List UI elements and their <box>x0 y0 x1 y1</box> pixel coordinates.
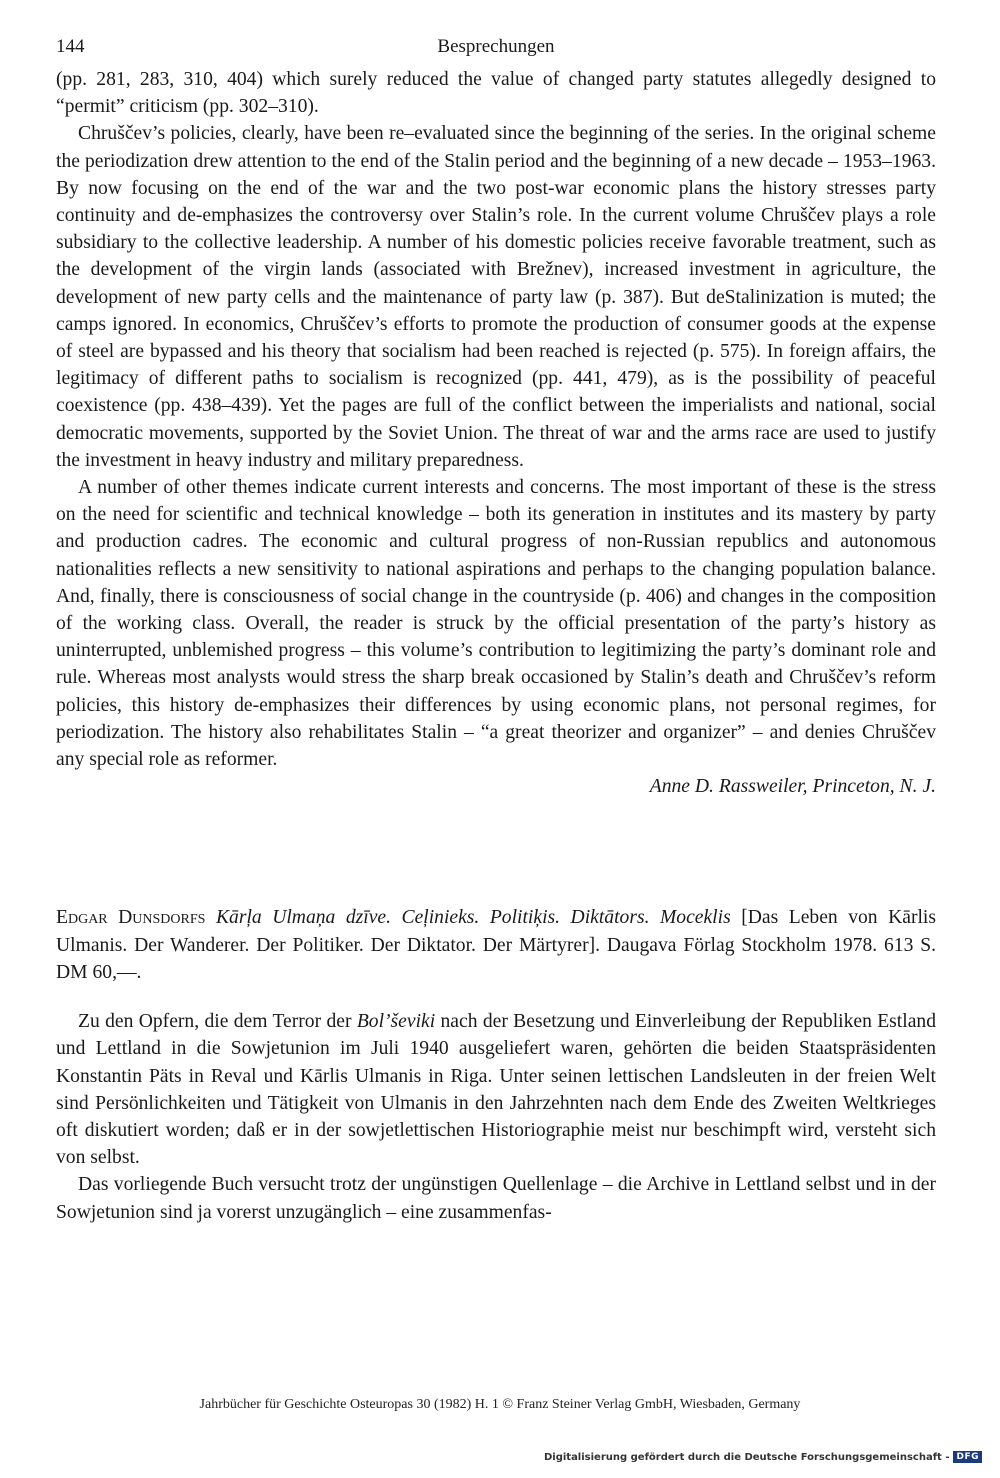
bibliographic-entry <box>56 904 936 986</box>
funding-notice <box>544 1451 982 1463</box>
review-1 <box>56 66 936 773</box>
review-1-paragraph: A number of other themes indicate current interests and concerns. The most important of these is the stress on the need for scientific and technical knowledge – both its generation in institutes and its mastery by party and production cadres. The economic and cultural progress of non-Russian republics and autonomous nationalities reflects a new sensitivity to national aspirations and perhaps to the changing population balance. And, finally, there is consciousness of social change in the countryside (p. 406) and changes in the composition of the working class. Overall, the reader is struck by the official presentation of the party’s history as uninterrupted, unblemished progress – this volume’s contribution to legitimizing the party’s dominant role and rule. Whereas most analysts would stress the sharp break occasioned by Stalin’s death and Chruščev’s reform policies, this history de-emphasizes their differences by using economic plans, not personal regimes, for periodization. The history also rehabilitates Stalin – “a great theorizer and organizer” – and denies Chruščev any special role as reformer. <box>56 477 936 771</box>
section-divider-space <box>56 800 936 904</box>
text-run: Zu den Opfern, die dem Terror der <box>78 1011 352 1033</box>
book-details: [Das Leben von Kārlis Ulmanis. Der Wanderer. Der Politiker. Der Diktator. Der Märtyrer]. Daugava Förlag Stockholm 1978. 613 S. DM 60,—. <box>56 907 936 983</box>
review-2-paragraph <box>56 1008 936 1171</box>
reviewer-signature: Anne D. Rassweiler, Princeton, N. J. <box>649 776 936 798</box>
review-2 <box>56 904 936 1225</box>
dfg-logo-icon: DFG <box>953 1451 982 1463</box>
book-author: Edgar Dunsdorfs <box>56 907 206 929</box>
page <box>56 36 936 1226</box>
page-header <box>56 36 936 66</box>
review-1-paragraph: Chruščev’s policies, clearly, have been re–evaluated since the beginning of the series. In the original scheme the periodization drew attention to the end of the Stalin period and the beginning of a new decade – 1953–1963. By now focusing on the end of the war and the two post-war economic plans the history stresses party continuity and de-emphasizes the controversy over Stalin’s role. In the current volume Chruščev plays a role subsidiary to the collective leadership. A number of his domestic policies receive favorable treatment, such as the development of the virgin lands (associated with Brežnev), increased investment in agriculture, the development of new party cells and the maintenance of party law (p. 387). But deStalinization is muted; the camps ignored. In economics, Chruščev’s efforts to promote the production of consumer goods at the expense of steel are bypassed and his theory that socialism had been reached is rejected (p. 575). In foreign affairs, the legitimacy of different paths to socialism is recognized (pp. 441, 479), as is the possibility of peaceful coexistence (pp. 438–439). Yet the pages are full of the conflict between the imperialists and national, social democratic movements, supported by the Soviet Union. The threat of war and the arms race are used to justify the investment in heavy industry and military preparedness. <box>56 123 936 471</box>
book-title: Kārļa Ulmaņa dzīve. Ceļinieks. Politiķis. Diktātors. Moceklis <box>215 907 731 929</box>
text-run: nach der Besetzung und Einverleibung der Republiken Estland und Lettland in die Sowjetunion im Juli 1940 ausgeliefert waren, gehörten die beiden Staatspräsidenten Konstantin Päts in Reval und Kārlis Ulmanis in Riga. Unter seinen lettischen Landsleuten in der freien Welt sind Persönlichkeiten und Tätigkeit von Ulmanis in den Jahrzehnten nach dem Ende des Zweiten Weltkrieges oft diskutiert worden; daß er in der sowjetlettischen Historiographie meist nur beschimpft wird, versteht sich von selbst. <box>56 1011 936 1169</box>
review-2-paragraph: Das vorliegende Buch versucht trotz der ungünstigen Quellenlage – die Archive in Lettland selbst und in der Sowjetunion sind ja vorerst unzugänglich – eine zusammenfas- <box>56 1174 936 1223</box>
review-1-paragraph: (pp. 281, 283, 310, 404) which surely reduced the value of changed party statutes allegedly designed to “permit” criticism (pp. 302–310). <box>56 69 936 118</box>
funding-text: Digitalisierung gefördert durch die Deutsche Forschungsgemeinschaft - <box>543 1451 950 1463</box>
italic-term: Bol’ševiki <box>356 1011 436 1033</box>
journal-footer: Jahrbücher für Geschichte Osteuropas 30 (1982) H. 1 © Franz Steiner Verlag GmbH, Wiesbaden, Germany <box>199 1397 801 1412</box>
running-title: Besprechungen <box>437 36 555 57</box>
page-number: 144 <box>56 36 85 57</box>
